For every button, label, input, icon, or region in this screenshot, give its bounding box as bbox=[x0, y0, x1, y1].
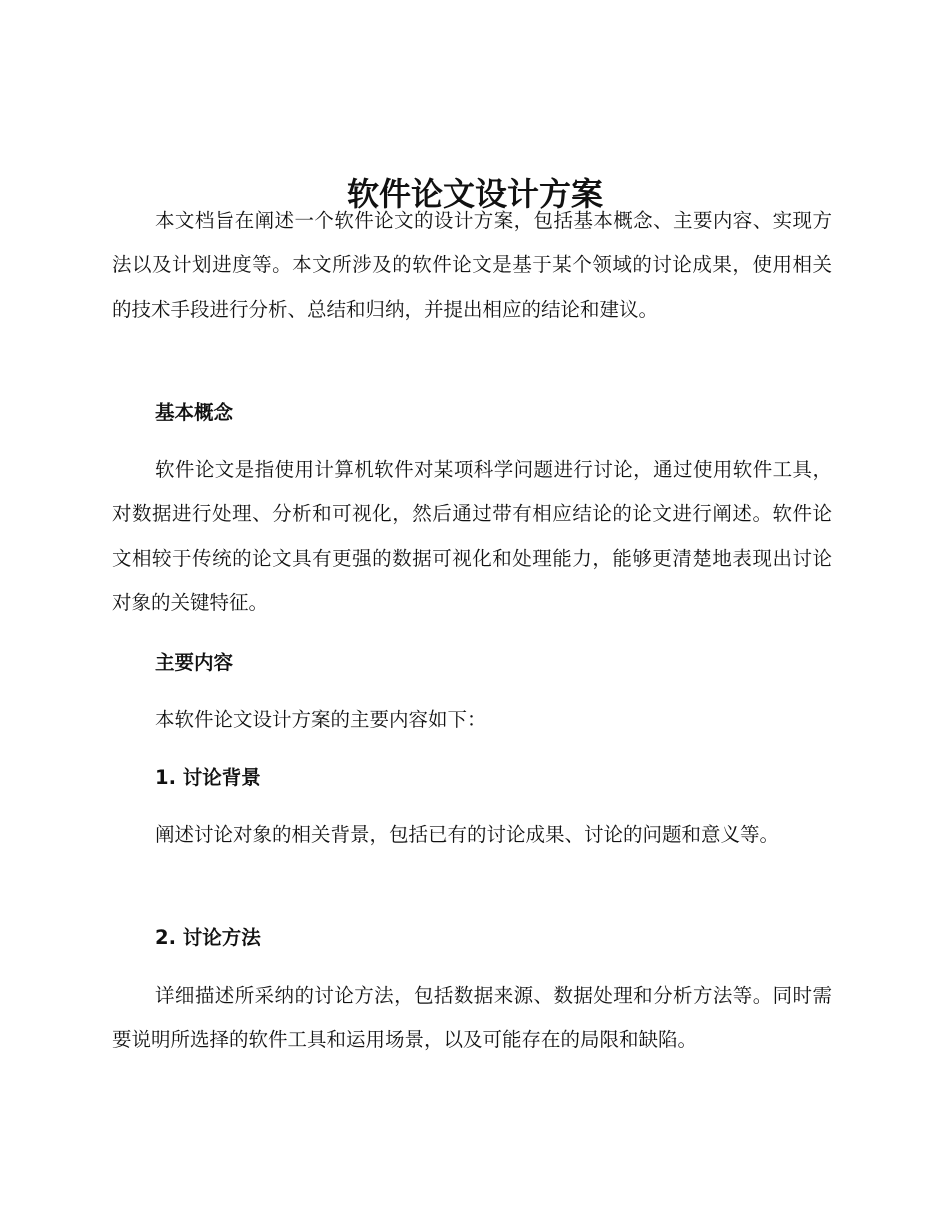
document-title: 软件论文设计方案 bbox=[346, 175, 603, 214]
section-body-background: 阐述讨论对象的相关背景，包括已有的讨论成果、讨论的问题和意义等。 bbox=[155, 823, 780, 846]
section-heading-method: 2. 讨论方法 bbox=[155, 926, 261, 949]
section-heading-main-content: 主要内容 bbox=[155, 651, 234, 674]
section-body-method: 详细描述所采纳的讨论方法，包括数据来源、数据处理和分析方法等。同时需要说明所选择的软件工具和运用场景，以及可能存在的局限和缺陷。 bbox=[112, 984, 832, 1052]
section-body-basic-concept: 软件论文是指使用计算机软件对某项科学问题进行讨论，通过使用软件工具，对数据进行处理、分析和可视化，然后通过带有相应结论的论文进行阐述。软件论文相较于传统的论文具有更强的数据可视化和处理能力，能够更清楚地表现出讨论对象的关键特征。 bbox=[112, 458, 832, 614]
intro-paragraph: 本文档旨在阐述一个软件论文的设计方案，包括基本概念、主要内容、实现方法以及计划进度等。本文所涉及的软件论文是基于某个领域的讨论成果，使用相关的技术手段进行分析、总结和归纳，并提出相应的结论和建议。 bbox=[112, 209, 832, 321]
section-heading-background: 1. 讨论背景 bbox=[155, 766, 261, 789]
section-heading-basic-concept: 基本概念 bbox=[155, 401, 234, 424]
section-body-main-content: 本软件论文设计方案的主要内容如下： bbox=[155, 708, 487, 731]
